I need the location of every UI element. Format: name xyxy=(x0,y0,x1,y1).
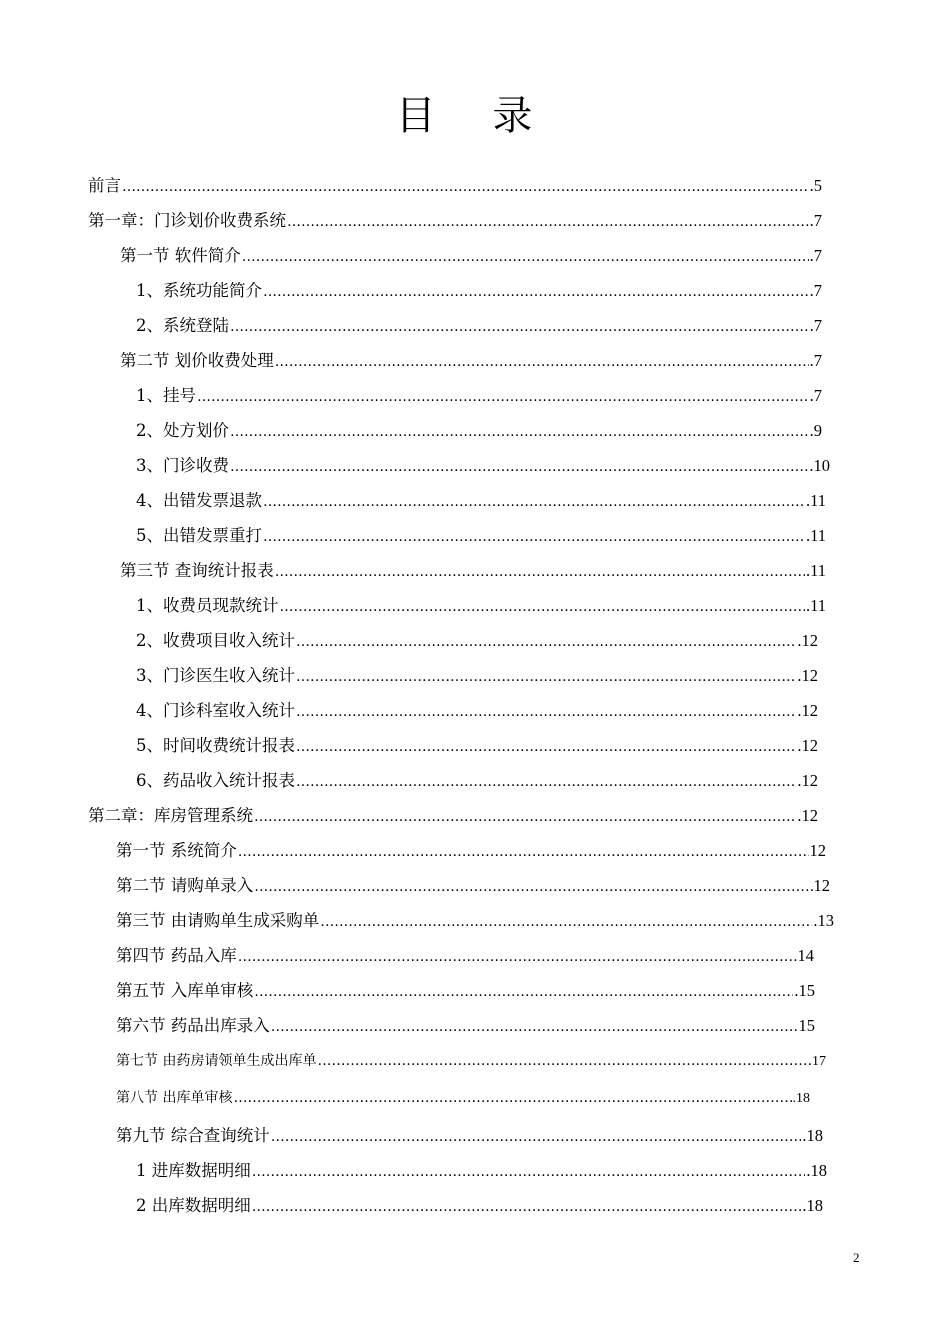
toc-entry-label: 第一节 系统简介 xyxy=(116,841,237,860)
toc-entry-label: 第一章：门诊划价收费系统 xyxy=(88,211,286,230)
toc-entry-page: .12 xyxy=(797,631,818,650)
toc-entry[interactable] xyxy=(88,805,818,828)
toc-entry-page: 14 xyxy=(797,946,814,965)
toc-leader-dots xyxy=(238,946,797,968)
toc-entry[interactable] xyxy=(116,1050,826,1073)
toc-entry-label: 3、门诊医生收入统计 xyxy=(136,666,295,685)
toc-entry[interactable] xyxy=(136,385,822,408)
toc-entry-page: .12 xyxy=(797,806,818,825)
toc-entry[interactable] xyxy=(116,840,826,863)
toc-leader-dots xyxy=(263,281,809,303)
toc-entry-page: .12 xyxy=(797,771,818,790)
toc-entry-page: 12 xyxy=(813,876,830,895)
toc-leader-dots xyxy=(280,596,805,618)
toc-leader-dots xyxy=(296,701,796,723)
toc-entry-label: 1 进库数据明细 xyxy=(136,1161,251,1180)
toc-entry-label: 4、出错发票退款 xyxy=(136,491,262,510)
toc-leader-dots xyxy=(317,1050,811,1072)
toc-entry-page: .11 xyxy=(805,491,826,510)
toc-entry-label: 2、收费项目收入统计 xyxy=(136,631,295,650)
toc-entry-page: 15 xyxy=(798,1016,815,1035)
toc-entry-page: .18 xyxy=(802,1196,823,1215)
toc-leader-dots xyxy=(275,561,805,583)
toc-entry-page: .12 xyxy=(797,701,818,720)
toc-entry[interactable] xyxy=(88,175,822,198)
toc-entry[interactable] xyxy=(116,875,830,898)
toc-entry-label: 2、系统登陆 xyxy=(136,316,229,335)
toc-entry[interactable] xyxy=(136,1160,827,1183)
toc-entry-label: 第二节 划价收费处理 xyxy=(120,351,274,370)
toc-entry[interactable] xyxy=(116,1015,815,1038)
toc-leader-dots xyxy=(275,351,809,373)
toc-entry-label: 3、门诊收费 xyxy=(136,456,229,475)
toc-entry-label: 6、药品收入统计报表 xyxy=(136,771,295,790)
toc-entry-label: 5、时间收费统计报表 xyxy=(136,736,295,755)
toc-entry-page: .15 xyxy=(794,981,815,1000)
toc-leader-dots xyxy=(296,666,796,688)
toc-entry[interactable] xyxy=(136,420,822,443)
toc-entry-label: 1、收费员现款统计 xyxy=(136,596,279,615)
toc-entry-page: .11 xyxy=(805,561,826,580)
toc-entry-page: .18 xyxy=(806,1161,827,1180)
toc-entry-page: .7 xyxy=(809,246,822,265)
toc-leader-dots xyxy=(296,736,796,758)
toc-entry-label: 第六节 药品出库录入 xyxy=(116,1016,270,1035)
toc-entry-label: 第三节 由请购单生成采购单 xyxy=(116,911,320,930)
toc-leader-dots xyxy=(233,1087,791,1109)
toc-entry-label: 5、出错发票重打 xyxy=(136,526,262,545)
toc-leader-dots xyxy=(230,421,809,443)
toc-entry-page: 17 xyxy=(812,1054,826,1069)
toc-leader-dots xyxy=(122,176,809,198)
page-number: 2 xyxy=(853,1250,860,1265)
toc-leader-dots xyxy=(242,246,809,268)
toc-entry-page: .12 xyxy=(797,666,818,685)
toc-entry-label: 1、系统功能简介 xyxy=(136,281,262,300)
toc-leader-dots xyxy=(230,316,809,338)
toc-entry-label: 第九节 综合查询统计 xyxy=(116,1126,270,1145)
toc-entry[interactable] xyxy=(116,910,834,933)
toc-entry-label: 1、挂号 xyxy=(136,386,196,405)
toc-entry[interactable] xyxy=(136,455,830,478)
toc-leader-dots xyxy=(238,841,809,863)
toc-entry[interactable] xyxy=(120,350,822,373)
toc-leader-dots xyxy=(271,1126,802,1148)
toc-entry-label: 第四节 药品入库 xyxy=(116,946,237,965)
toc-entry-page: .5 xyxy=(809,176,822,195)
toc-leader-dots xyxy=(252,1161,806,1183)
toc-entry-label: 第七节 由药房请领单生成出库单 xyxy=(116,1053,317,1069)
toc-entry-page: .13 xyxy=(813,911,834,930)
toc-entry-page: .7 xyxy=(809,386,822,405)
toc-leader-dots xyxy=(320,911,812,933)
toc-entry[interactable] xyxy=(136,315,822,338)
toc-entry-label: 2 出库数据明细 xyxy=(136,1196,251,1215)
page-title: 目 录 xyxy=(395,93,555,139)
toc-entry-label: 第二节 请购单录入 xyxy=(116,876,254,895)
toc-entry[interactable] xyxy=(136,525,826,548)
toc-leader-dots xyxy=(230,456,808,478)
toc-leader-dots xyxy=(287,211,809,233)
toc-entry-page: 12 xyxy=(809,841,826,860)
toc-entry-label: 第八节 出库单审核 xyxy=(116,1090,233,1106)
toc-entry[interactable] xyxy=(136,770,818,793)
toc-entry-page: .9 xyxy=(809,421,822,440)
toc-entry-label: 前言 xyxy=(88,176,121,195)
toc-leader-dots xyxy=(254,806,796,828)
toc-entry-page: .7 xyxy=(809,316,822,335)
toc-leader-dots xyxy=(263,526,805,548)
toc-leader-dots xyxy=(254,981,793,1003)
toc-entry[interactable] xyxy=(136,280,822,303)
toc-leader-dots xyxy=(296,631,796,653)
toc-entry-label: 第五节 入库单审核 xyxy=(116,981,254,1000)
toc-entry-label: 第二章：库房管理系统 xyxy=(88,806,253,825)
toc-entry[interactable] xyxy=(116,1087,810,1110)
toc-entry[interactable] xyxy=(116,980,815,1003)
toc-entry-page: .18 xyxy=(802,1126,823,1145)
toc-leader-dots xyxy=(197,386,809,408)
toc-entry-page: .12 xyxy=(797,736,818,755)
toc-entry[interactable] xyxy=(120,245,822,268)
toc-entry[interactable] xyxy=(136,665,818,688)
toc-entry-label: 第三节 查询统计报表 xyxy=(120,561,274,580)
toc-entry-page: .7 xyxy=(809,281,822,300)
toc-entry[interactable] xyxy=(136,595,826,618)
toc-leader-dots xyxy=(254,876,812,898)
toc-entry-page: .18 xyxy=(792,1091,810,1106)
toc-entry-label: 第一节 软件简介 xyxy=(120,246,241,265)
toc-entry-page: .11 xyxy=(805,526,826,545)
toc-entry-page: .10 xyxy=(809,456,830,475)
toc-entry-page: .11 xyxy=(805,596,826,615)
toc-entry-label: 4、门诊科室收入统计 xyxy=(136,701,295,720)
toc-leader-dots xyxy=(263,491,805,513)
toc-entry[interactable] xyxy=(136,1195,823,1218)
toc-entry[interactable] xyxy=(136,735,818,758)
toc-entry-page: .7 xyxy=(809,351,822,370)
toc-leader-dots xyxy=(296,771,796,793)
toc-entry[interactable] xyxy=(120,560,826,583)
toc-entry-page: .7 xyxy=(809,211,822,230)
toc-entry[interactable] xyxy=(116,1125,823,1148)
toc-entry-label: 2、处方划价 xyxy=(136,421,229,440)
toc-leader-dots xyxy=(252,1196,802,1218)
toc-leader-dots xyxy=(271,1016,798,1038)
toc-entry[interactable] xyxy=(88,210,822,233)
toc-entry[interactable] xyxy=(136,630,818,653)
toc-entry[interactable] xyxy=(136,700,818,723)
toc-entry[interactable] xyxy=(116,945,814,968)
toc-entry[interactable] xyxy=(136,490,826,513)
